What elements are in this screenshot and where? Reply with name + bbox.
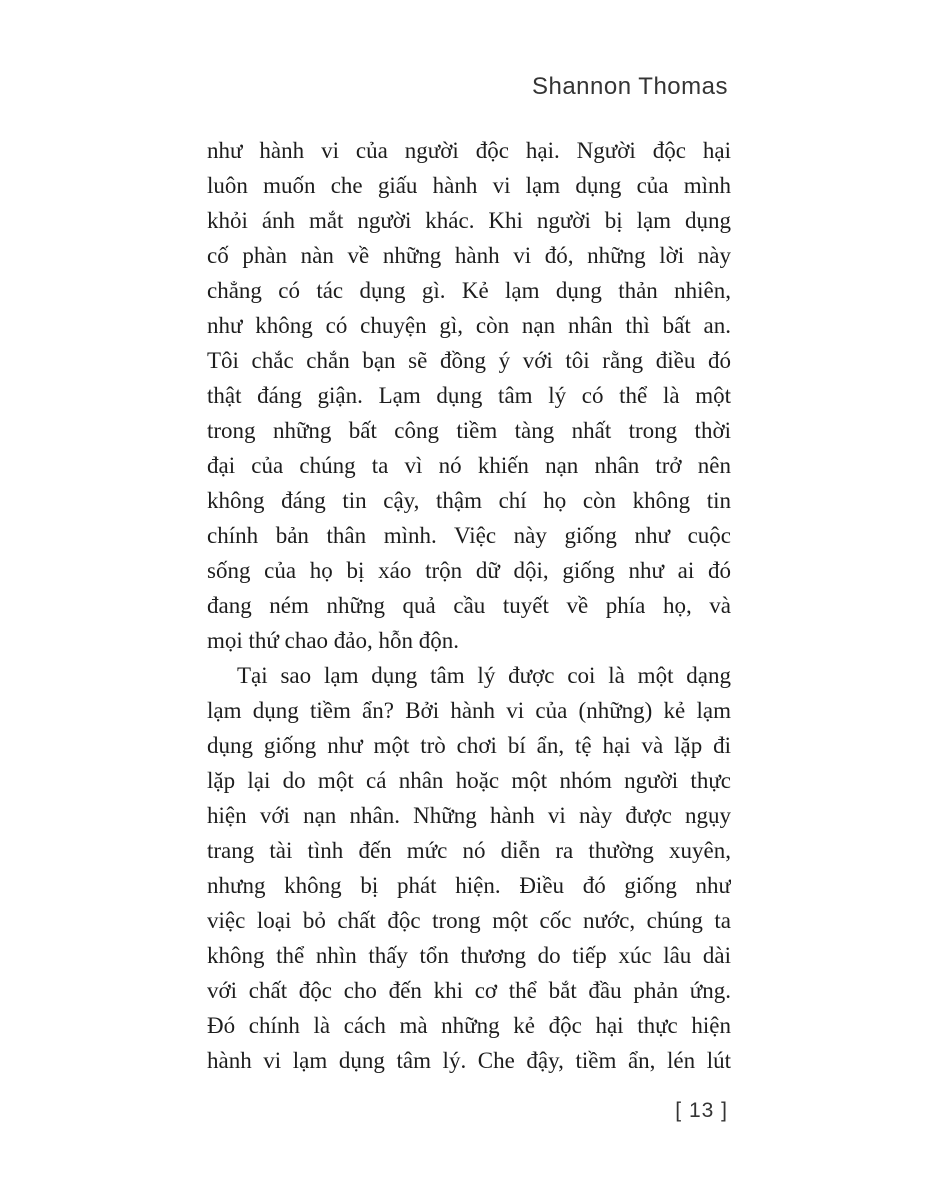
text-line: luôn muốn che giấu hành vi lạm dụng của mình [207,173,731,198]
text-line: hiện với nạn nhân. Những hành vi này được ngụy [207,803,731,828]
text-line: đang ném những quả cầu tuyết về phía họ, và [207,593,731,618]
text-line: lặp lại do một cá nhân hoặc một nhóm người thực [207,768,731,793]
author-name: Shannon Thomas [531,73,728,100]
text-line: khỏi ánh mắt người khác. Khi người bị lạm dụng [207,208,731,233]
text-line: thật đáng giận. Lạm dụng tâm lý có thể là một [207,383,731,408]
text-line: như hành vi của người độc hại. Người độc hại [207,138,731,163]
text-line: Tại sao lạm dụng tâm lý được coi là một dạng [237,663,731,688]
text-line: Đó chính là cách mà những kẻ độc hại thực hiện [207,1013,731,1038]
text-line: với chất độc cho đến khi cơ thể bắt đầu phản ứng. [207,978,731,1003]
text-line: cố phàn nàn về những hành vi đó, những lời này [207,243,731,268]
text-line: lạm dụng tiềm ẩn? Bởi hành vi của (những) kẻ lạm [207,698,731,723]
text-line: dụng giống như một trò chơi bí ẩn, tệ hại và lặp đi [207,733,731,758]
text-line: mọi thứ chao đảo, hỗn độn. [207,628,460,653]
text-line: trang tài tình đến mức nó diễn ra thường xuyên, [207,838,731,863]
text-line: chính bản thân mình. Việc này giống như cuộc [207,523,731,548]
text-line: đại của chúng ta vì nó khiến nạn nhân trở nên [207,453,731,478]
page-body [207,133,731,1078]
running-header [207,74,728,100]
text-line: không thể nhìn thấy tổn thương do tiếp xúc lâu dài [207,943,731,968]
text-line: sống của họ bị xáo trộn dữ dội, giống như ai đó [207,558,731,583]
text-line: hành vi lạm dụng tâm lý. Che đậy, tiềm ẩn, lén lút [207,1048,731,1073]
text-line: nhưng không bị phát hiện. Điều đó giống như [207,873,731,898]
text-line: chẳng có tác dụng gì. Kẻ lạm dụng thản nhiên, [207,278,731,303]
page-number: [ 13 ] [675,1099,728,1122]
page-footer [207,1098,728,1124]
text-line: trong những bất công tiềm tàng nhất trong thời [207,418,731,443]
text-line: không đáng tin cậy, thậm chí họ còn không tin [207,488,731,513]
text-line: việc loại bỏ chất độc trong một cốc nước, chúng ta [207,908,731,933]
text-line: như không có chuyện gì, còn nạn nhân thì bất an. [207,313,731,338]
paragraph [207,133,731,658]
paragraph [207,658,731,1078]
text-line: Tôi chắc chắn bạn sẽ đồng ý với tôi rằng điều đó [207,348,731,373]
